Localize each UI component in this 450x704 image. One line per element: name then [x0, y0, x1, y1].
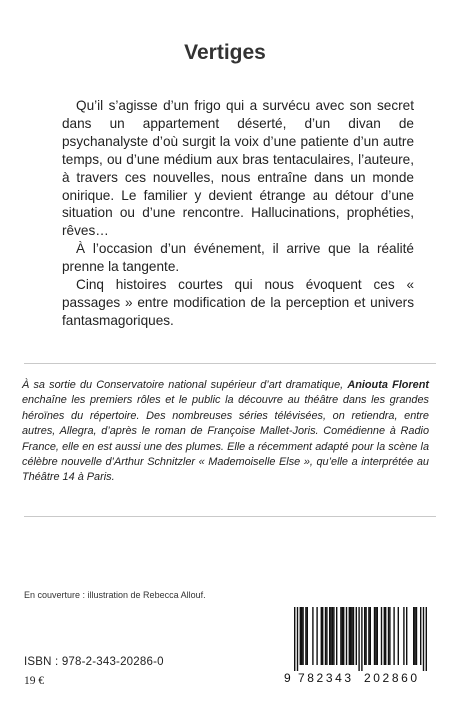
barcode-bar: [332, 607, 333, 665]
barcode-bar: [321, 607, 322, 665]
barcode-bar: [403, 607, 404, 665]
barcode-bar: [385, 607, 386, 665]
barcode-bar: [330, 607, 331, 665]
barcode-bar: [426, 607, 427, 671]
barcode-bar: [301, 607, 302, 665]
barcode-bar: [349, 607, 350, 665]
book-title: Vertiges: [184, 41, 266, 64]
barcode: [284, 607, 436, 685]
barcode-bar: [381, 607, 382, 665]
synopsis-paragraph: À l’occasion d’un événement, il arrive que la réalité prenne la tangente.: [62, 241, 414, 275]
barcode-bar: [302, 607, 303, 665]
barcode-bar: [297, 607, 298, 671]
barcode-bar: [375, 607, 376, 665]
barcode-bar: [423, 607, 424, 671]
barcode-bar: [377, 607, 378, 665]
bio-text: enchaîne les premiers rôles et le public la découvre au théâtre dans les grandes héroïnes du répertoire. Des nombreuses séries télévisées, on retiendra, entre autres, Allegra, d’après le roman de Françoise Mallet-Joris. Comédienne à Radio France, elle en est aussi une des plumes. Elle a récemment adapté pour la scène la célèbre nouvelle d’Arthur Schnitzler « Mademoiselle Else », qu’elle a interprétée au Théâtre 14 à Paris.: [22, 394, 429, 484]
barcode-bar: [326, 607, 327, 665]
barcode-right-digits: 202860: [364, 671, 420, 685]
barcode-bar: [364, 607, 365, 665]
barcode-bar: [329, 607, 330, 665]
synopsis-paragraph: Cinq histoires courtes qui nous évoquent ces « passages » entre modification de la perception et univers fantasmagoriques.: [62, 277, 414, 328]
barcode-bar: [358, 607, 359, 671]
barcode-bar: [374, 607, 375, 665]
barcode-bar: [365, 607, 366, 665]
barcode-bar: [353, 607, 354, 665]
bio-intro: À sa sortie du Conservatoire national supérieur d’art dramatique,: [22, 379, 348, 391]
barcode-bar: [388, 607, 389, 665]
barcode-bar: [343, 607, 344, 665]
barcode-bar: [420, 607, 421, 665]
barcode-bar: [361, 607, 362, 671]
author-name: Aniouta Florent: [347, 379, 429, 391]
barcode-bar: [342, 607, 343, 665]
barcode-bar: [406, 607, 407, 665]
barcode-bar: [333, 607, 334, 665]
barcode-bar: [384, 607, 385, 665]
barcode-bar: [350, 607, 351, 665]
barcode-bar: [294, 607, 295, 671]
barcode-bar: [316, 607, 317, 665]
barcode-bar: [300, 607, 301, 665]
barcode-bar: [336, 607, 337, 665]
barcode-bar: [414, 607, 415, 665]
barcode-bar: [393, 607, 394, 665]
barcode-left-digits: 782343: [298, 671, 354, 685]
divider-bottom: [24, 516, 436, 517]
isbn: ISBN : 978-2-343-20286-0: [24, 656, 164, 668]
barcode-bar: [322, 607, 323, 665]
barcode-bar: [413, 607, 414, 665]
barcode-bar: [370, 607, 371, 665]
barcode-first-digit: 9: [284, 671, 291, 685]
synopsis: [62, 97, 414, 330]
barcode-bar: [312, 607, 313, 665]
barcode-bar: [356, 607, 357, 665]
barcode-bar: [416, 607, 417, 665]
barcode-bar: [346, 607, 347, 665]
cover-credit: En couverture : illustration de Rebecca Allouf.: [24, 590, 206, 600]
price: 19 €: [24, 675, 45, 687]
barcode-bar: [307, 607, 308, 665]
author-biography: [22, 378, 429, 486]
divider-top: [24, 363, 436, 364]
barcode-bar: [351, 607, 352, 665]
barcode-bar: [305, 607, 306, 665]
barcode-bar: [368, 607, 369, 665]
barcode-bar: [389, 607, 390, 665]
barcode-bars: [284, 607, 436, 671]
barcode-bar: [340, 607, 341, 665]
barcode-bar: [325, 607, 326, 665]
barcode-bar: [398, 607, 399, 665]
synopsis-paragraph: Qu’il s’agisse d’un frigo qui a survécu avec son secret dans un appartement déserté, d’un divan de psychanalyste d’où surgit la voix d’une patiente d’un autre temps, ou d’une médium aux bras tentaculaires, l’auteure, à travers ces nouvelles, nous entraîne dans un monde onirique. Le familier y devient étrange au détour d’une situation ou d’une rencontre. Hallucinations, prophéties, rêves…: [62, 98, 414, 239]
